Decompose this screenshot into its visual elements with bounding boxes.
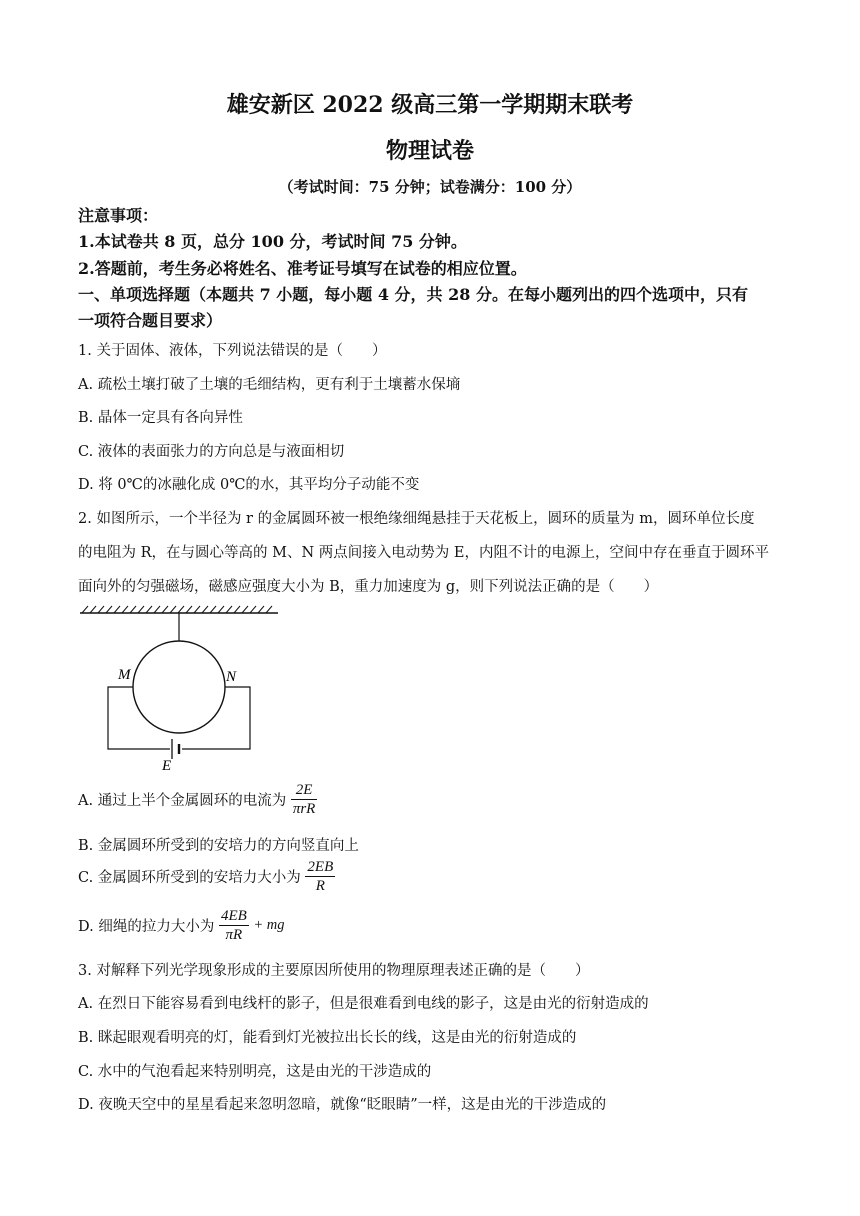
fraction-numerator: 4EB — [220, 908, 247, 924]
label-m: M — [118, 667, 131, 683]
q2-stem-line-2: 的电阻为 R，在与圆心等高的 M、N 两点间接入电动势为 E，内阻不计的电源上，空间中存在垂直于圆环平 — [78, 545, 769, 561]
q2-option-d-text: D. 细绳的拉力大小为 — [78, 919, 215, 935]
circuit-wire-right — [182, 687, 250, 749]
fraction-denominator: πrR — [292, 801, 316, 817]
circuit-wire — [108, 687, 170, 749]
fraction-denominator: R — [315, 878, 325, 894]
fraction-denominator: πR — [225, 927, 243, 943]
q1-option-b: B. 晶体一定具有各向异性 — [78, 410, 243, 426]
section-heading-line-2: 一项符合题目要求） — [78, 311, 223, 330]
metal-ring — [133, 641, 225, 733]
q1-option-d: D. 将 0℃的冰融化成 0℃的水，其平均分子动能不变 — [78, 477, 420, 493]
q1-option-a: A. 疏松土壤打破了土壤的毛细结构，更有利于土壤蓄水保墒 — [78, 377, 461, 393]
fraction-numerator: 2EB — [307, 859, 334, 875]
q2-option-a-text: A. 通过上半个金属圆环的电流为 — [78, 793, 287, 809]
exam-subject: 物理试卷 — [385, 138, 474, 164]
label-e: E — [162, 758, 172, 774]
notes-item-2: 2.答题前，考生务必将姓名、准考证号填写在试卷的相应位置。 — [78, 259, 527, 278]
q2-option-c-text: C. 金属圆环所受到的安培力大小为 — [78, 870, 301, 886]
q3-option-c: C. 水中的气泡看起来特别明亮，这是由光的干涉造成的 — [78, 1064, 432, 1080]
exam-time-note: （考试时间：75 分钟；试卷满分：100 分） — [278, 178, 582, 196]
q2-option-c-fraction — [305, 858, 335, 895]
q2-stem-line-3: 面向外的匀强磁场，磁感应强度大小为 B，重力加速度为 g，则下列说法正确的是（ ） — [78, 579, 659, 595]
notes-item-1: 1.本试卷共 8 页，总分 100 分，考试时间 75 分钟。 — [78, 232, 467, 251]
exam-title: 雄安新区 2022 级高三第一学期期末联考 — [226, 92, 634, 118]
q3-stem: 3. 对解释下列光学现象形成的主要原因所使用的物理原理表述正确的是（ ） — [78, 963, 590, 979]
q2-option-d-fraction — [219, 907, 249, 944]
q3-option-b: B. 眯起眼观看明亮的灯，能看到灯光被拉出长长的线，这是由光的衍射造成的 — [78, 1030, 577, 1046]
fraction-numerator: 2E — [291, 781, 318, 800]
q3-option-d: D. 夜晚天空中的星星看起来忽明忽暗，就像“眨眼睛”一样，这是由光的干涉造成的 — [78, 1097, 607, 1113]
ring-circuit-figure — [78, 605, 288, 775]
notes-heading: 注意事项： — [78, 206, 159, 225]
q2-option-b: B. 金属圆环所受到的安培力的方向竖直向上 — [78, 838, 359, 854]
ceiling-hatching — [82, 606, 272, 613]
q2-option-a-fraction — [291, 781, 318, 818]
q1-option-c: C. 液体的表面张力的方向总是与液面相切 — [78, 444, 345, 460]
q2-option-d-tail: + mg — [253, 917, 285, 933]
q2-stem-line-1: 2. 如图所示，一个半径为 r 的金属圆环被一根绝缘细绳悬挂于天花板上，圆环的质量为 m，圆环单位长度 — [78, 511, 755, 527]
q1-stem: 1. 关于固体、液体，下列说法错误的是（ ） — [78, 343, 387, 359]
q3-option-a: A. 在烈日下能容易看到电线杆的影子，但是很难看到电线的影子，这是由光的衍射造成的 — [78, 996, 649, 1012]
q2-option-c — [78, 858, 335, 895]
q2-option-a — [78, 781, 317, 818]
section-heading-line-1: 一、单项选择题（本题共 7 小题，每小题 4 分，共 28 分。在每小题列出的四个选项中，只有 — [78, 285, 748, 304]
q2-option-d — [78, 907, 285, 944]
label-n: N — [226, 669, 237, 685]
